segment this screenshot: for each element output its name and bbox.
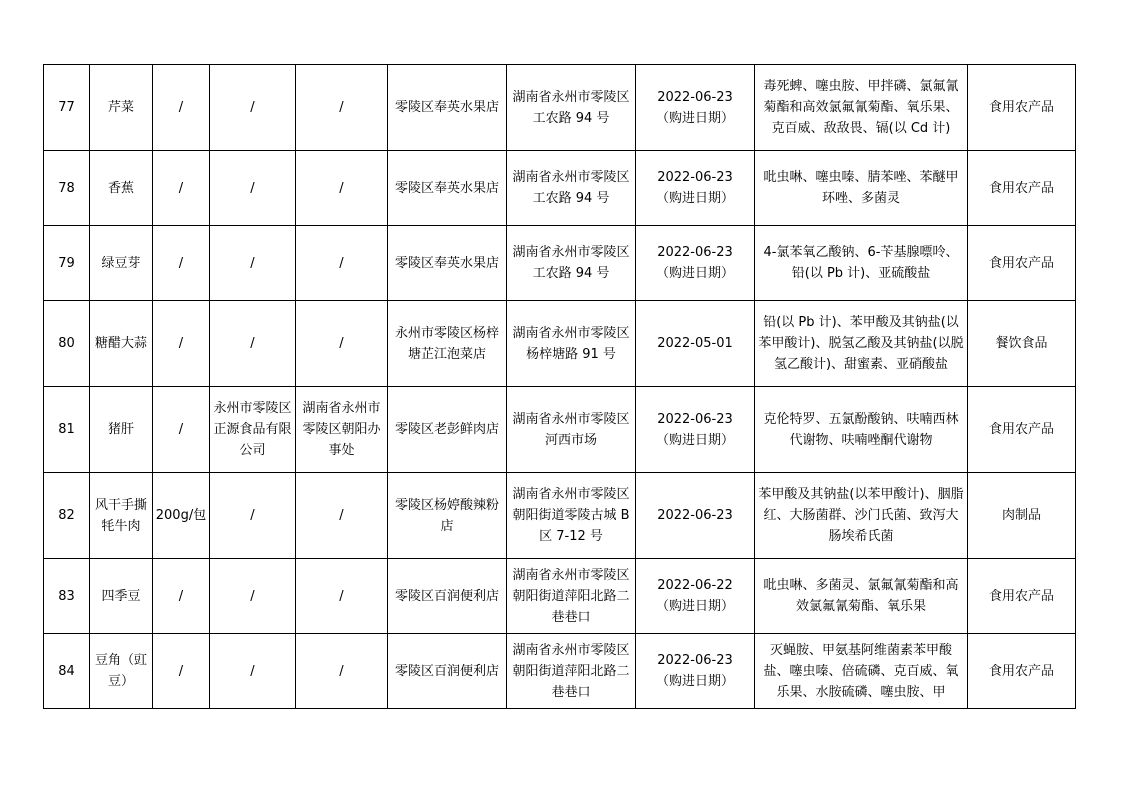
table-row bbox=[44, 226, 1076, 301]
cell-seller: 零陵区奉英水果店 bbox=[388, 151, 507, 226]
cell-date bbox=[636, 634, 755, 709]
cell-no: 84 bbox=[44, 634, 90, 709]
cell-no: 78 bbox=[44, 151, 90, 226]
cell-seller-address: 湖南省永州市零陵区朝阳街道零陵古城 B 区 7-12 号 bbox=[507, 473, 636, 559]
cell-category: 食用农产品 bbox=[968, 151, 1076, 226]
table-row bbox=[44, 559, 1076, 634]
cell-hazards: 铅(以 Pb 计)、苯甲酸及其钠盐(以苯甲酸计)、脱氢乙酸及其钠盐(以脱氢乙酸计)、甜蜜素、亚硝酸盐 bbox=[755, 301, 968, 387]
cell-seller-address: 湖南省永州市零陵区工农路 94 号 bbox=[507, 151, 636, 226]
cell-date bbox=[636, 65, 755, 151]
date-value: 2022-06-23 bbox=[657, 653, 733, 668]
date-note: （购进日期） bbox=[655, 674, 734, 689]
cell-seller-address: 湖南省永州市零陵区朝阳街道萍阳北路二巷巷口 bbox=[507, 634, 636, 709]
cell-product-name: 四季豆 bbox=[90, 559, 153, 634]
cell-no: 79 bbox=[44, 226, 90, 301]
cell-manufacturer-address: / bbox=[296, 65, 388, 151]
cell-manufacturer: / bbox=[210, 65, 296, 151]
date-value: 2022-06-23 bbox=[657, 508, 733, 523]
cell-category: 食用农产品 bbox=[968, 387, 1076, 473]
cell-hazards: 克伦特罗、五氯酚酸钠、呋喃西林代谢物、呋喃唑酮代谢物 bbox=[755, 387, 968, 473]
cell-category: 肉制品 bbox=[968, 473, 1076, 559]
cell-seller-address: 湖南省永州市零陵区河西市场 bbox=[507, 387, 636, 473]
date-note: （购进日期） bbox=[655, 432, 734, 448]
cell-manufacturer-address: 湖南省永州市零陵区朝阳办事处 bbox=[296, 387, 388, 473]
cell-manufacturer-address: / bbox=[296, 559, 388, 634]
cell-category: 食用农产品 bbox=[968, 65, 1076, 151]
cell-manufacturer-address: / bbox=[296, 226, 388, 301]
cell-no: 81 bbox=[44, 387, 90, 473]
cell-no: 83 bbox=[44, 559, 90, 634]
cell-seller: 零陵区杨婷酸辣粉店 bbox=[388, 473, 507, 559]
date-value: 2022-06-22 bbox=[657, 578, 733, 593]
cell-spec: / bbox=[153, 634, 210, 709]
cell-manufacturer: 永州市零陵区正源食品有限公司 bbox=[210, 387, 296, 473]
date-note: （购进日期） bbox=[655, 110, 734, 126]
cell-category: 食用农产品 bbox=[968, 559, 1076, 634]
cell-seller-address: 湖南省永州市零陵区杨梓塘路 91 号 bbox=[507, 301, 636, 387]
date-value: 2022-06-23 bbox=[657, 411, 733, 427]
cell-spec: 200g/包 bbox=[153, 473, 210, 559]
cell-manufacturer-address: / bbox=[296, 301, 388, 387]
cell-product-name: 绿豆芽 bbox=[90, 226, 153, 301]
cell-spec: / bbox=[153, 65, 210, 151]
cell-seller: 零陵区百润便利店 bbox=[388, 559, 507, 634]
cell-hazards: 苯甲酸及其钠盐(以苯甲酸计)、胭脂红、大肠菌群、沙门氏菌、致泻大肠埃希氏菌 bbox=[755, 473, 968, 559]
cell-seller: 零陵区百润便利店 bbox=[388, 634, 507, 709]
cell-manufacturer: / bbox=[210, 559, 296, 634]
cell-hazards: 4-氯苯氧乙酸钠、6-苄基腺嘌呤、铅(以 Pb 计)、亚硫酸盐 bbox=[755, 226, 968, 301]
cell-product-name: 风干手撕牦牛肉 bbox=[90, 473, 153, 559]
cell-date bbox=[636, 559, 755, 634]
cell-seller: 零陵区奉英水果店 bbox=[388, 65, 507, 151]
cell-no: 77 bbox=[44, 65, 90, 151]
cell-product-name: 糖醋大蒜 bbox=[90, 301, 153, 387]
cell-date bbox=[636, 226, 755, 301]
cell-product-name: 芹菜 bbox=[90, 65, 153, 151]
date-value: 2022-06-23 bbox=[657, 245, 733, 260]
cell-manufacturer-address: / bbox=[296, 634, 388, 709]
cell-product-name: 猪肝 bbox=[90, 387, 153, 473]
date-note: （购进日期） bbox=[655, 599, 734, 614]
cell-spec: / bbox=[153, 151, 210, 226]
cell-manufacturer: / bbox=[210, 226, 296, 301]
date-value: 2022-06-23 bbox=[657, 170, 733, 185]
cell-date bbox=[636, 387, 755, 473]
cell-category: 食用农产品 bbox=[968, 226, 1076, 301]
cell-hazards: 毒死蜱、噻虫胺、甲拌磷、氯氟氰菊酯和高效氯氟氰菊酯、氧乐果、克百威、敌敌畏、镉(以 Cd 计) bbox=[755, 65, 968, 151]
table-body bbox=[44, 65, 1076, 709]
table-row bbox=[44, 65, 1076, 151]
cell-manufacturer: / bbox=[210, 301, 296, 387]
cell-seller: 零陵区老彭鲜肉店 bbox=[388, 387, 507, 473]
cell-manufacturer: / bbox=[210, 634, 296, 709]
cell-seller: 永州市零陵区杨梓塘芷江泡菜店 bbox=[388, 301, 507, 387]
table-row bbox=[44, 387, 1076, 473]
table-row bbox=[44, 634, 1076, 709]
table-row bbox=[44, 473, 1076, 559]
cell-manufacturer: / bbox=[210, 151, 296, 226]
cell-date bbox=[636, 301, 755, 387]
date-note: （购进日期） bbox=[655, 191, 734, 206]
cell-hazards: 灭蝇胺、甲氨基阿维菌素苯甲酸盐、噻虫嗪、倍硫磷、克百威、氧乐果、水胺硫磷、噻虫胺、甲 bbox=[755, 634, 968, 709]
cell-category: 餐饮食品 bbox=[968, 301, 1076, 387]
cell-seller: 零陵区奉英水果店 bbox=[388, 226, 507, 301]
cell-no: 82 bbox=[44, 473, 90, 559]
cell-spec: / bbox=[153, 226, 210, 301]
table-row bbox=[44, 301, 1076, 387]
cell-product-name: 香蕉 bbox=[90, 151, 153, 226]
inspection-table bbox=[43, 64, 1076, 709]
cell-manufacturer-address: / bbox=[296, 473, 388, 559]
cell-product-name: 豆角（豇豆） bbox=[90, 634, 153, 709]
date-value: 2022-05-01 bbox=[657, 336, 733, 351]
cell-manufacturer-address: / bbox=[296, 151, 388, 226]
date-value: 2022-06-23 bbox=[657, 89, 733, 105]
cell-hazards: 吡虫啉、多菌灵、氯氟氰菊酯和高效氯氟氰菊酯、氧乐果 bbox=[755, 559, 968, 634]
table-row bbox=[44, 151, 1076, 226]
cell-date bbox=[636, 151, 755, 226]
cell-seller-address: 湖南省永州市零陵区朝阳街道萍阳北路二巷巷口 bbox=[507, 559, 636, 634]
cell-hazards: 吡虫啉、噻虫嗪、腈苯唑、苯醚甲环唑、多菌灵 bbox=[755, 151, 968, 226]
cell-date bbox=[636, 473, 755, 559]
cell-no: 80 bbox=[44, 301, 90, 387]
cell-spec: / bbox=[153, 559, 210, 634]
date-note: （购进日期） bbox=[655, 266, 734, 281]
cell-seller-address: 湖南省永州市零陵区工农路 94 号 bbox=[507, 226, 636, 301]
cell-category: 食用农产品 bbox=[968, 634, 1076, 709]
cell-seller-address: 湖南省永州市零陵区工农路 94 号 bbox=[507, 65, 636, 151]
cell-spec: / bbox=[153, 387, 210, 473]
cell-manufacturer: / bbox=[210, 473, 296, 559]
cell-spec: / bbox=[153, 301, 210, 387]
